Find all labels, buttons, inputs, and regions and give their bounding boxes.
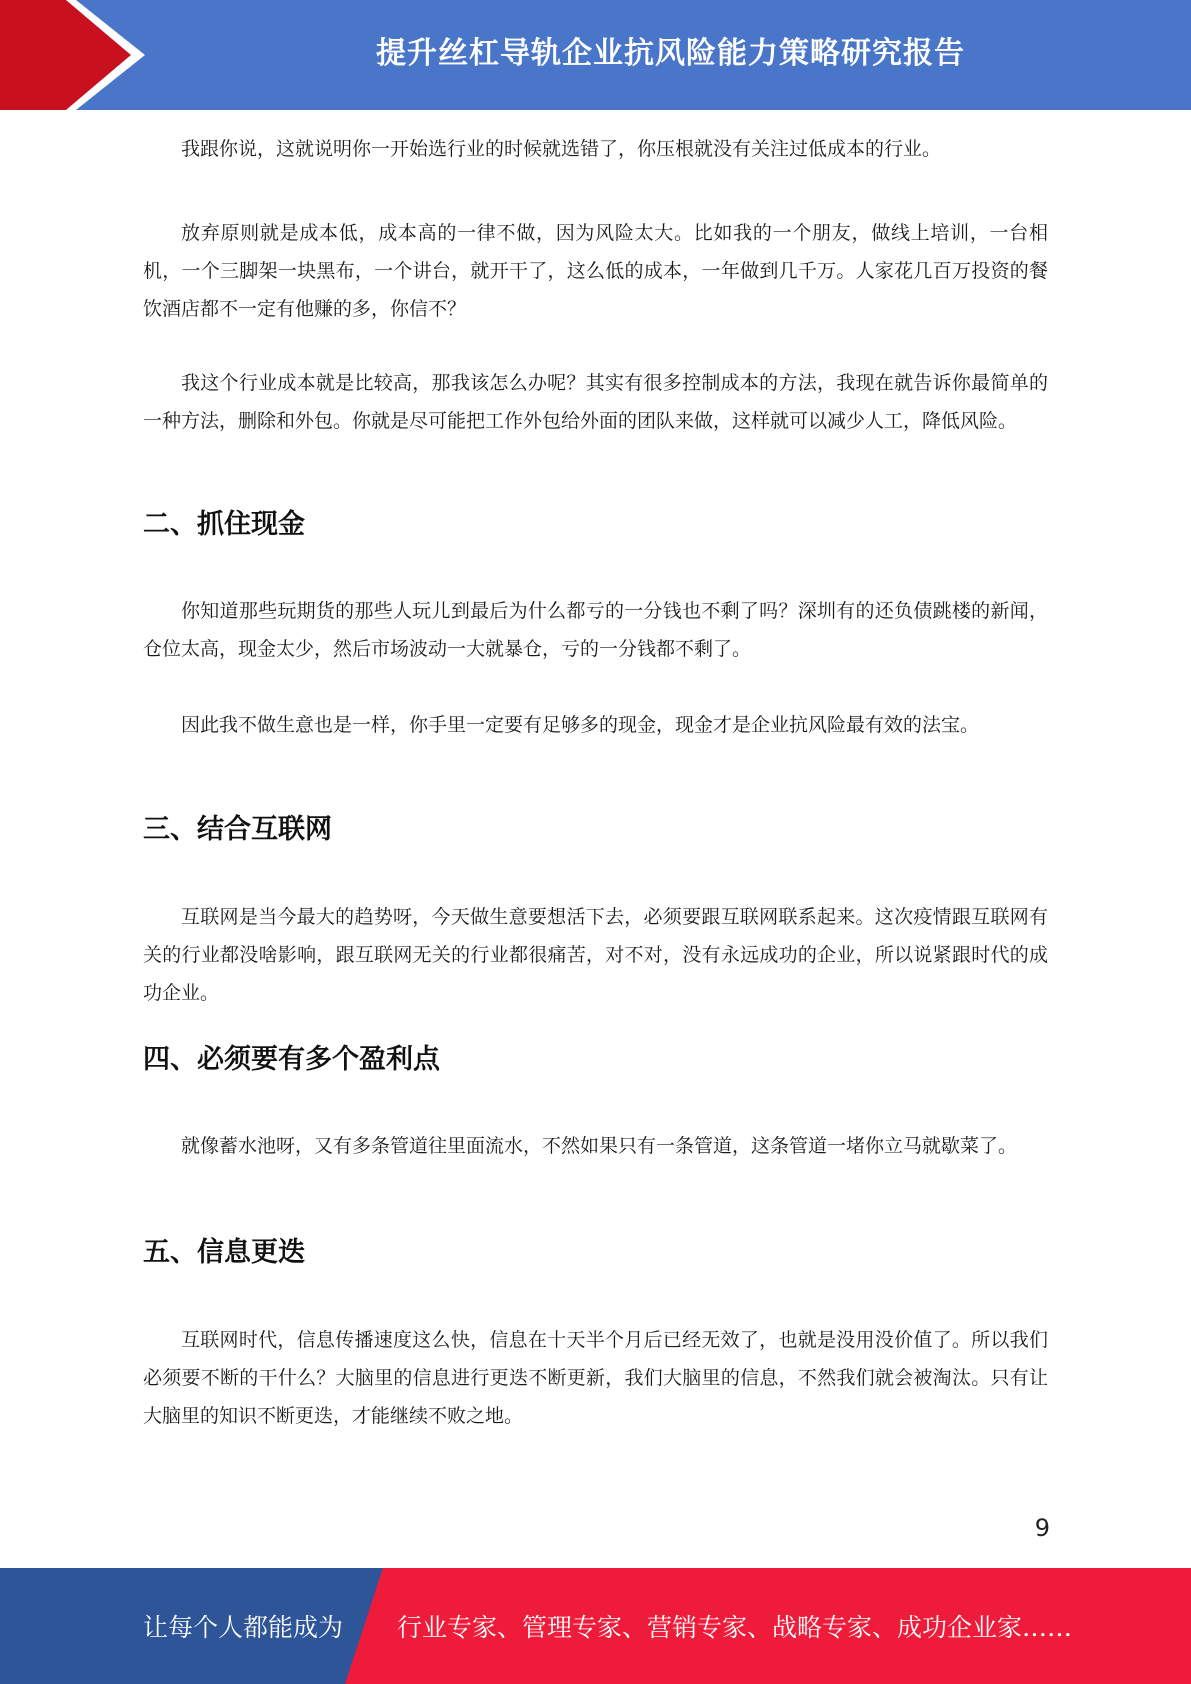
paragraph: 因此我不做生意也是一样，你手里一定要有足够多的现金，现金才是企业抗风险最有效的法宝。 xyxy=(181,714,980,736)
paragraph: 互联网时代，信息传播速度这么快，信息在十天半个月后已经无效了，也就是没用没价值了。所以我们必须要不断的干什么？大脑里的信息进行更迭不断更新，我们大脑里的信息，不然我们就会被淘汰。只有让大脑里的知识不断更迭，才能继续不败之地。 xyxy=(143,1329,1048,1427)
page-number: 9 xyxy=(1034,1514,1050,1542)
paragraph: 互联网是当今最大的趋势呀，今天做生意要想活下去，必须要跟互联网联系起来。这次疫情跟互联网有关的行业都没啥影响，跟互联网无关的行业都很痛苦，对不对，没有永远成功的企业，所以说紧跟时代的成功企业。 xyxy=(143,906,1048,1004)
footer-expert-list: 行业专家、管理专家、营销专家、战略专家、成功企业家…… xyxy=(397,1613,1073,1642)
section-heading-cash: 二、抓住现金 xyxy=(143,509,305,540)
section-heading-information: 五、信息更迭 xyxy=(143,1237,305,1268)
footer-slogan: 让每个人都能成为 xyxy=(143,1613,344,1642)
paragraph: 放弃原则就是成本低，成本高的一律不做，因为风险太大。比如我的一个朋友，做线上培训，一台相机，一个三脚架一块黑布，一个讲台，就开干了，这么低的成本，一年做到几千万。人家花几百万投资的餐饮酒店都不一定有他赚的多，你信不？ xyxy=(143,222,1048,320)
paragraph: 我这个行业成本就是比较高，那我该怎么办呢？其实有很多控制成本的方法，我现在就告诉你最简单的一种方法，删除和外包。你就是尽可能把工作外包给外面的团队来做，这样就可以减少人工，降低风险。 xyxy=(143,372,1048,432)
page-header xyxy=(0,0,1191,110)
section-heading-profit-points: 四、必须要有多个盈利点 xyxy=(143,1044,440,1075)
header-arrow-decoration xyxy=(0,0,160,110)
paragraph: 就像蓄水池呀，又有多条管道往里面流水，不然如果只有一条管道，这条管道一堵你立马就歇菜了。 xyxy=(181,1135,1018,1157)
paragraph: 你知道那些玩期货的那些人玩儿到最后为什么都亏的一分钱也不剩了吗？深圳有的还负债跳楼的新闻，仓位太高，现金太少，然后市场波动一大就暴仓，亏的一分钱都不剩了。 xyxy=(143,600,1048,660)
section-heading-internet: 三、结合互联网 xyxy=(143,814,332,845)
report-title: 提升丝杠导轨企业抗风险能力策略研究报告 xyxy=(376,36,965,71)
page-footer xyxy=(0,1568,1191,1684)
paragraph: 我跟你说，这就说明你一开始选行业的时候就选错了，你压根就没有关注过低成本的行业。 xyxy=(181,138,942,160)
